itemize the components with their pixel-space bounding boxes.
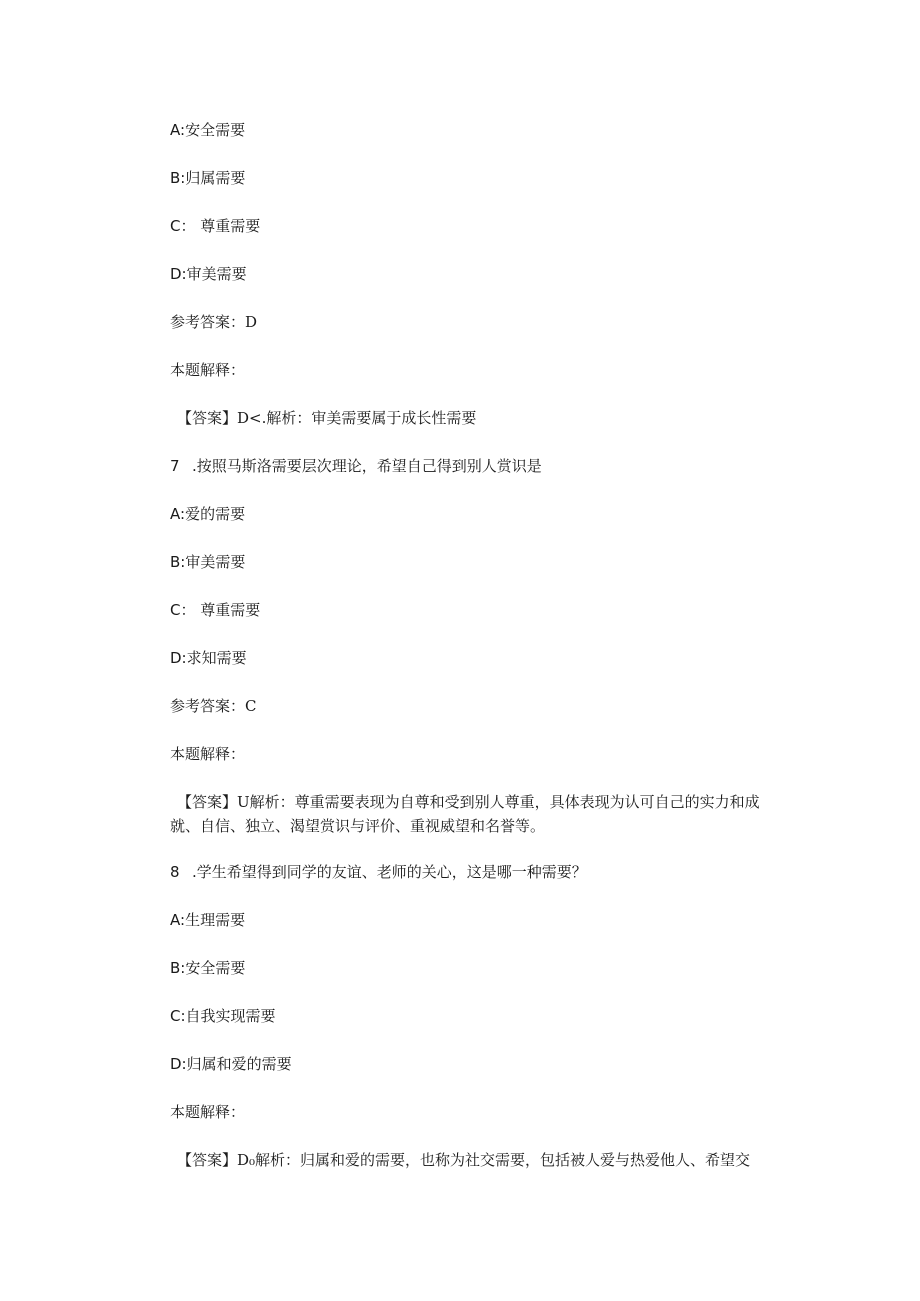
option-text: 安全需要: [185, 959, 246, 977]
option-text: 爱的需要: [185, 505, 246, 523]
option-d: [170, 264, 247, 284]
option-key: C:: [170, 1007, 186, 1025]
option-text: 审美需要: [186, 265, 247, 283]
reference-answer: 参考答案：D: [170, 313, 258, 331]
option-key: B:: [170, 553, 186, 571]
reference-answer: 参考答案：C: [170, 697, 257, 715]
explanation-text-line1: 【答案】U解析：尊重需要表现为自尊和受到别人尊重，具体表现为认可自己的实力和成: [177, 793, 760, 811]
explanation-label: 本题解释：: [170, 361, 246, 379]
question-8: [170, 862, 587, 882]
option-text: 审美需要: [185, 553, 246, 571]
question-7: [170, 456, 542, 476]
option-b: [170, 958, 245, 978]
option-text: 安全需要: [185, 121, 246, 139]
option-key: A:: [170, 911, 186, 929]
option-d: [170, 648, 247, 668]
option-key: D:: [170, 265, 187, 283]
question-text: .按照马斯洛需要层次理论，希望自己得到别人赏识是: [192, 457, 542, 475]
explanation-text-line2: 就、自信、独立、渴望赏识与评价、重视威望和名誉等。: [170, 817, 546, 835]
explanation-text-line1: 【答案】D₀解析：归属和爱的需要，也称为社交需要，包括被人爱与热爱他人、希望交: [177, 1151, 751, 1169]
option-text: 尊重需要: [195, 217, 261, 235]
option-text: 求知需要: [186, 649, 247, 667]
option-c: [170, 216, 260, 236]
option-d: [170, 1054, 292, 1074]
option-c: [170, 1006, 276, 1026]
question-number: 8: [170, 863, 180, 881]
option-key: C：: [170, 217, 196, 235]
option-c: [170, 600, 260, 620]
option-text: 自我实现需要: [185, 1007, 276, 1025]
question-text: .学生希望得到同学的友谊、老师的关心，这是哪一种需要？: [192, 863, 587, 881]
option-b: [170, 168, 245, 188]
option-key: B:: [170, 169, 186, 187]
question-number: 7: [170, 457, 180, 475]
option-key: C：: [170, 601, 196, 619]
option-key: B:: [170, 959, 186, 977]
option-a: [170, 504, 245, 524]
explanation-text: 【答案】D<.解析：审美需要属于成长性需要: [177, 409, 477, 427]
option-text: 归属需要: [185, 169, 246, 187]
option-a: [170, 910, 245, 930]
explanation-label: 本题解释：: [170, 1103, 246, 1121]
option-text: 尊重需要: [195, 601, 261, 619]
option-a: [170, 120, 245, 140]
option-text: 归属和爱的需要: [186, 1055, 292, 1073]
option-key: D:: [170, 1055, 187, 1073]
option-text: 生理需要: [185, 911, 246, 929]
option-b: [170, 552, 245, 572]
explanation-label: 本题解释：: [170, 745, 246, 763]
option-key: A:: [170, 505, 186, 523]
option-key: A:: [170, 121, 186, 139]
option-key: D:: [170, 649, 187, 667]
